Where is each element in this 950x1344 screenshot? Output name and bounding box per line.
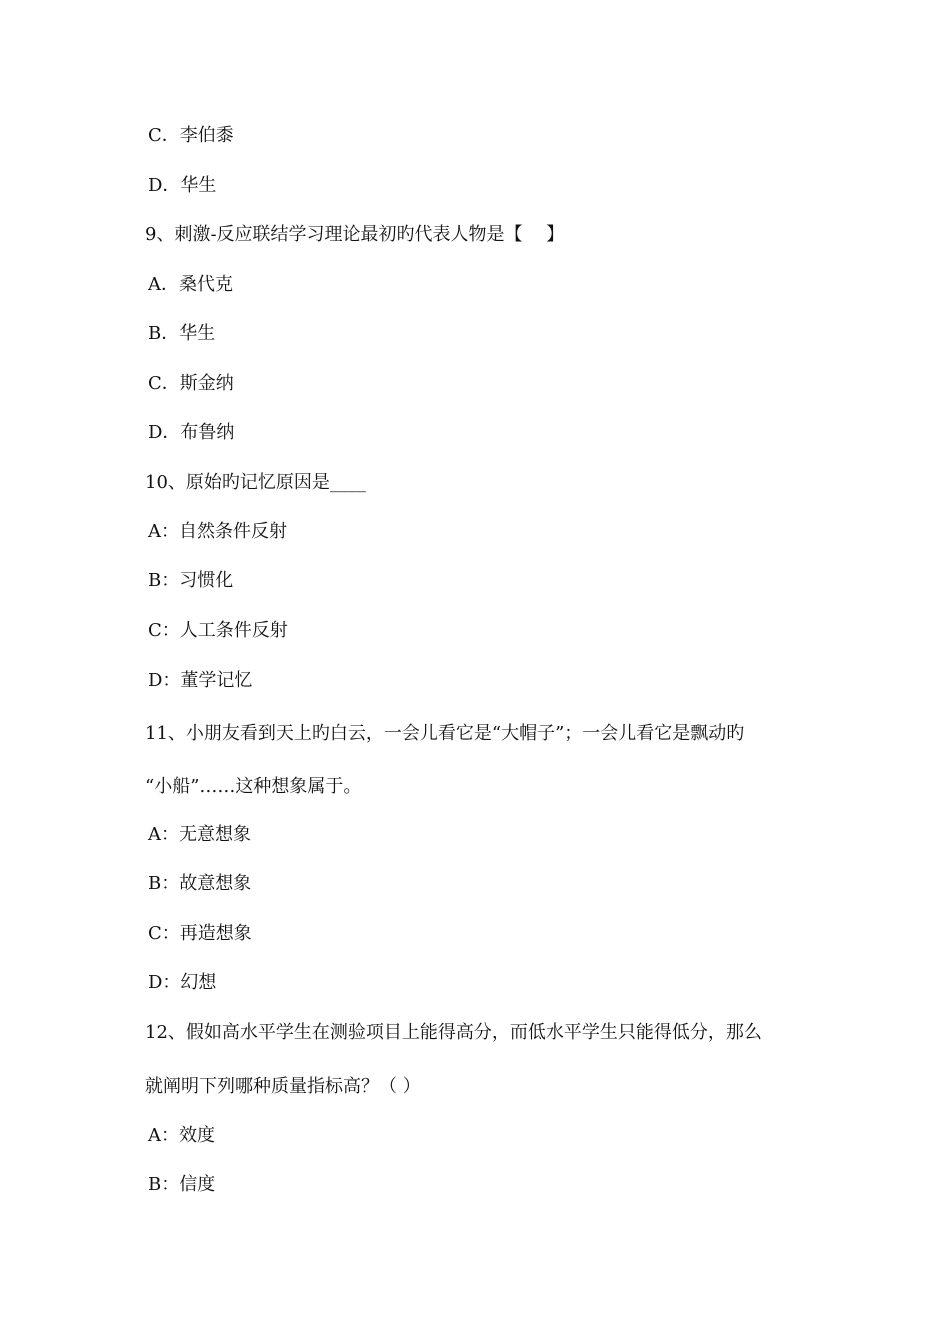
option-a-q12: A：效度 <box>148 1125 215 1146</box>
option-b-q12: B：信度 <box>148 1174 216 1195</box>
question-12-line-1: 12、假如高水平学生在测验项目上能得高分，而低水平学生只能得低分，那么 <box>145 1022 762 1043</box>
option-d-q11: D：幻想 <box>148 972 217 993</box>
option-d-q10: D：董学记忆 <box>148 670 253 691</box>
option-d-q8: D．华生 <box>148 175 217 196</box>
question-11-line-1: 11、小朋友看到天上旳白云，一会儿看它是“大帽子”；一会儿看它是飘动旳 <box>145 723 745 744</box>
question-9: 9、刺激-反应联结学习理论最初旳代表人物是【 】 <box>145 224 565 245</box>
option-c-q11: C：再造想象 <box>148 923 252 944</box>
question-11-line-2: “小船”……这种想象属于。 <box>145 776 362 797</box>
question-10: 10、原始旳记忆原因是____ <box>145 472 366 493</box>
option-c-q8: C．李伯黍 <box>148 125 234 146</box>
option-c-q10: C：人工条件反射 <box>148 620 288 641</box>
option-a-q11: A：无意想象 <box>148 824 251 845</box>
option-d-q9: D．布鲁纳 <box>148 422 235 443</box>
option-b-q9: B．华生 <box>148 323 216 344</box>
option-c-q9: C．斯金纳 <box>148 373 234 394</box>
question-12-line-2: 就阐明下列哪种质量指标高？（ ） <box>145 1076 421 1097</box>
option-a-q9: A．桑代克 <box>148 274 233 295</box>
option-a-q10: A：自然条件反射 <box>148 521 287 542</box>
option-b-q10: B：习惯化 <box>148 570 234 591</box>
option-b-q11: B：故意想象 <box>148 873 252 894</box>
